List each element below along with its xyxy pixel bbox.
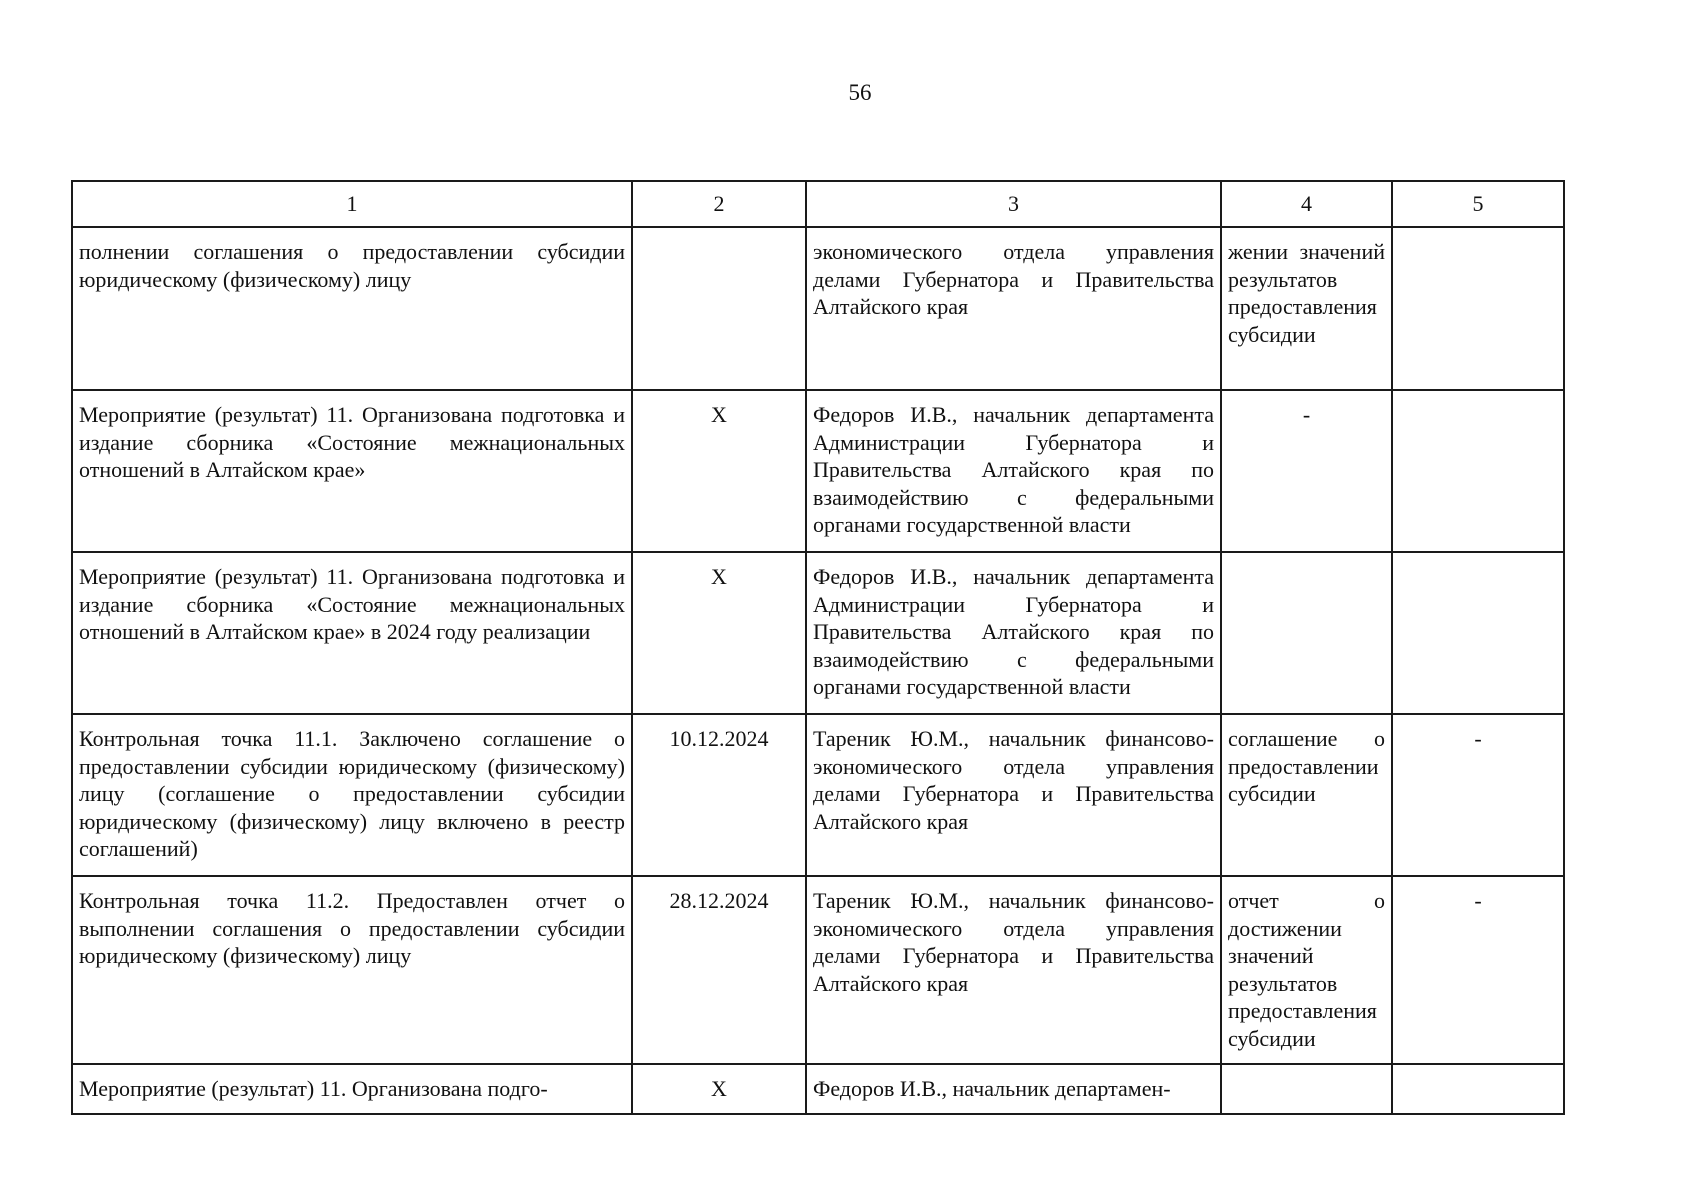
- cell-column-5: [1392, 390, 1564, 552]
- cell-description: Мероприятие (результат) 11. Организована подго-: [72, 1064, 632, 1114]
- cell-document: [1221, 552, 1392, 714]
- cell-date: 28.12.2024: [632, 876, 806, 1064]
- cell-description: полнении соглашения о предоставлении субсидии юридическому (физическому) лицу: [72, 227, 632, 390]
- cell-date: X: [632, 552, 806, 714]
- cell-document: [1221, 1064, 1392, 1114]
- cell-description: Мероприятие (результат) 11. Организована подготовка и издание сборника «Состояние межнациональных отношений в Алтайском крае»: [72, 390, 632, 552]
- column-header-5: 5: [1392, 181, 1564, 227]
- plan-table: [71, 180, 1565, 1115]
- cell-document: соглашение о предоставлении субсидии: [1221, 714, 1392, 876]
- column-header-4: 4: [1221, 181, 1392, 227]
- table-row: [72, 552, 1564, 714]
- column-header-2: 2: [632, 181, 806, 227]
- table-row: [72, 714, 1564, 876]
- cell-date: 10.12.2024: [632, 714, 806, 876]
- cell-document: жении значений результатов предоставления субсидии: [1221, 227, 1392, 390]
- cell-description: Контрольная точка 11.2. Предоставлен отчет о выполнении соглашения о предоставлении субсидии юридическому (физическому) лицу: [72, 876, 632, 1064]
- cell-responsible: Федоров И.В., начальник департамента Администрации Губернатора и Правительства Алтайского края по взаимодействию с федеральными органами государственной власти: [806, 390, 1221, 552]
- table-row: [72, 390, 1564, 552]
- table-header-row: [72, 181, 1564, 227]
- cell-responsible: Федоров И.В., начальник департамента Администрации Губернатора и Правительства Алтайского края по взаимодействию с федеральными органами государственной власти: [806, 552, 1221, 714]
- cell-document: -: [1221, 390, 1392, 552]
- cell-date: [632, 227, 806, 390]
- table-row: [72, 227, 1564, 390]
- table-row: [72, 876, 1564, 1064]
- column-header-3: 3: [806, 181, 1221, 227]
- cell-document: отчет о достижении значений результатов предоставления субсидии: [1221, 876, 1392, 1064]
- column-header-1: 1: [72, 181, 632, 227]
- cell-date: X: [632, 390, 806, 552]
- cell-responsible: Тареник Ю.М., начальник финансово-экономического отдела управления делами Губернатора и Правительства Алтайского края: [806, 876, 1221, 1064]
- cell-responsible: Тареник Ю.М., начальник финансово-экономического отдела управления делами Губернатора и Правительства Алтайского края: [806, 714, 1221, 876]
- cell-column-5: [1392, 1064, 1564, 1114]
- cell-description: Контрольная точка 11.1. Заключено соглашение о предоставлении субсидии юридическому (физическому) лицу (соглашение о предоставлении субсидии юридическому (физическому) лицу включено в реестр соглашений): [72, 714, 632, 876]
- cell-column-5: -: [1392, 876, 1564, 1064]
- cell-column-5: -: [1392, 714, 1564, 876]
- page-number: 56: [848, 80, 872, 105]
- cell-description: Мероприятие (результат) 11. Организована подготовка и издание сборника «Состояние межнациональных отношений в Алтайском крае» в 2024 году реализации: [72, 552, 632, 714]
- table-row: [72, 1064, 1564, 1114]
- cell-column-5: [1392, 552, 1564, 714]
- cell-column-5: [1392, 227, 1564, 390]
- cell-responsible: экономического отдела управления делами Губернатора и Правительства Алтайского края: [806, 227, 1221, 390]
- cell-responsible: Федоров И.В., начальник департамен-: [806, 1064, 1221, 1114]
- cell-date: X: [632, 1064, 806, 1114]
